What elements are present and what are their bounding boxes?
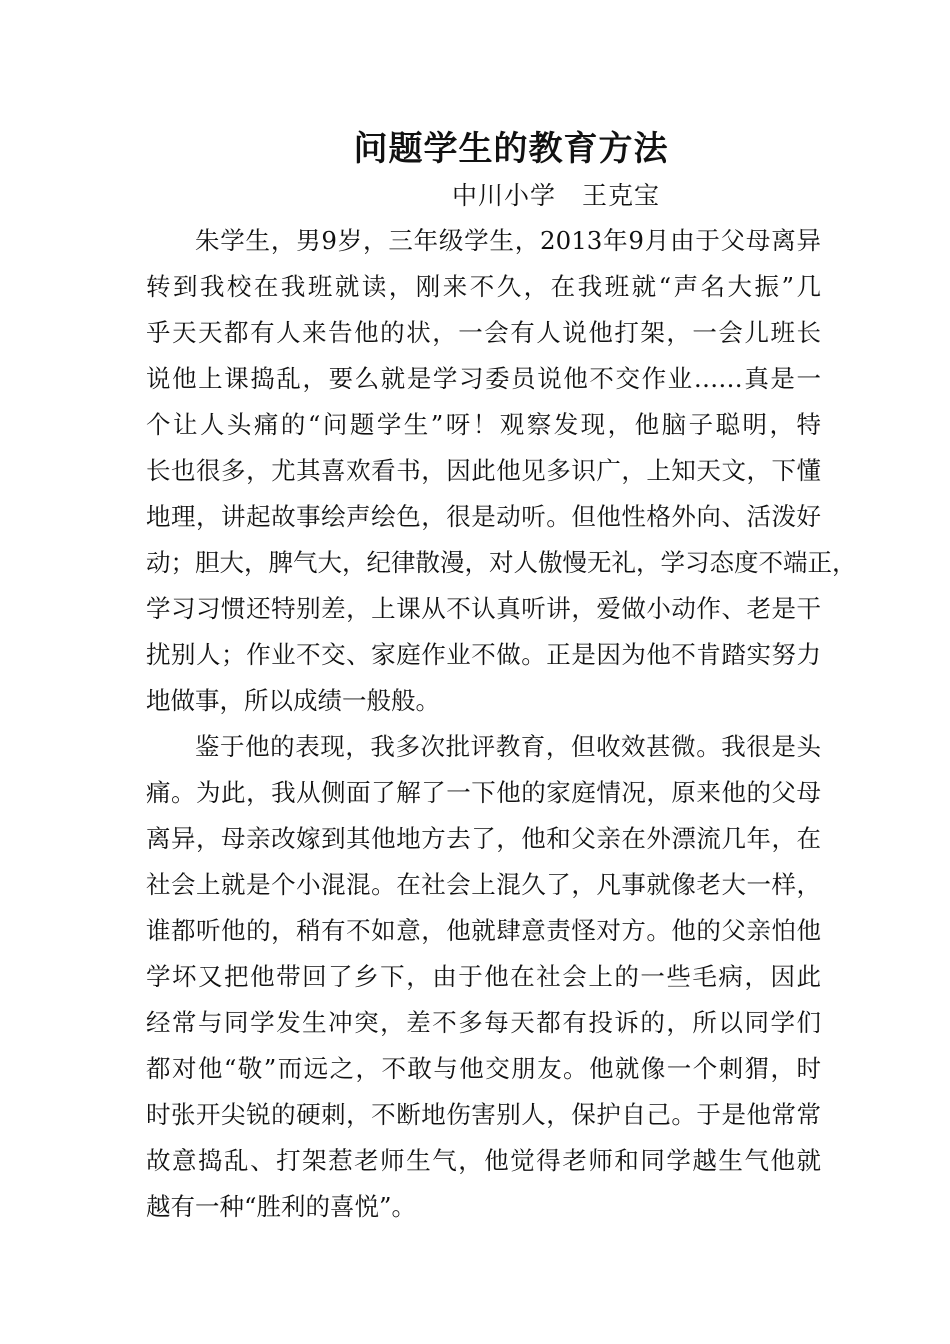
paragraph-line: 社会上就是个小混混。在社会上混久了，凡事就像老大一样， <box>146 870 821 899</box>
paragraph-line: 个让人头痛的“问题学生”呀！观察发现，他脑子聪明，特 <box>146 410 821 439</box>
paragraph-line: 地理，讲起故事绘声绘色，很是动听。但他性格外向、活泼好 <box>146 502 821 531</box>
paragraph-line: 长也很多，尤其喜欢看书，因此他见多识广，上知天文，下懂 <box>146 456 821 485</box>
document-body <box>146 218 857 1230</box>
paragraph-line: 乎天天都有人来告他的状，一会有人说他打架，一会儿班长 <box>146 318 821 347</box>
paragraph-line: 离异，母亲改嫁到其他地方去了，他和父亲在外漂流几年，在 <box>146 824 821 853</box>
paragraph-line: 朱学生，男9岁，三年级学生，2013年9月由于父母离异 <box>195 226 821 255</box>
paragraph-line: 说他上课捣乱，要么就是学习委员说他不交作业……真是一 <box>146 364 821 393</box>
paragraph-line: 转到我校在我班就读，刚来不久，在我班就“声名大振”几 <box>146 272 821 301</box>
paragraph-line: 越有一种“胜利的喜悦”。 <box>146 1192 417 1221</box>
paragraph-2 <box>146 724 821 1230</box>
paragraph-line: 动；胆大，脾气大，纪律散漫，对人傲慢无礼，学习态度不端正， <box>146 548 857 577</box>
paragraph-line: 经常与同学发生冲突，差不多每天都有投诉的，所以同学们 <box>146 1008 821 1037</box>
paragraph-1 <box>146 218 857 724</box>
author-byline: 中川小学 王克宝 <box>451 181 660 210</box>
paragraph-line: 地做事，所以成绩一般般。 <box>146 686 440 715</box>
paragraph-line: 学习习惯还特别差，上课从不认真听讲，爱做小动作、老是干 <box>146 594 821 623</box>
paragraph-line: 扰别人；作业不交、家庭作业不做。正是因为他不肯踏实努力 <box>146 640 821 669</box>
document-title: 问题学生的教育方法 <box>353 129 669 169</box>
paragraph-line: 时张开尖锐的硬刺，不断地伤害别人，保护自己。于是他常常 <box>146 1100 821 1129</box>
paragraph-line: 痛。为此，我从侧面了解了一下他的家庭情况，原来他的父母 <box>146 778 821 807</box>
paragraph-line: 都对他“敬”而远之，不敢与他交朋友。他就像一个刺猬，时 <box>146 1054 821 1083</box>
paragraph-line: 学坏又把他带回了乡下，由于他在社会上的一些毛病，因此 <box>146 962 821 991</box>
paragraph-line: 鉴于他的表现，我多次批评教育，但收效甚微。我很是头 <box>195 732 821 761</box>
paragraph-line: 谁都听他的，稍有不如意，他就肆意责怪对方。他的父亲怕他 <box>146 916 821 945</box>
paragraph-line: 故意捣乱、打架惹老师生气，他觉得老师和同学越生气他就 <box>146 1146 821 1175</box>
